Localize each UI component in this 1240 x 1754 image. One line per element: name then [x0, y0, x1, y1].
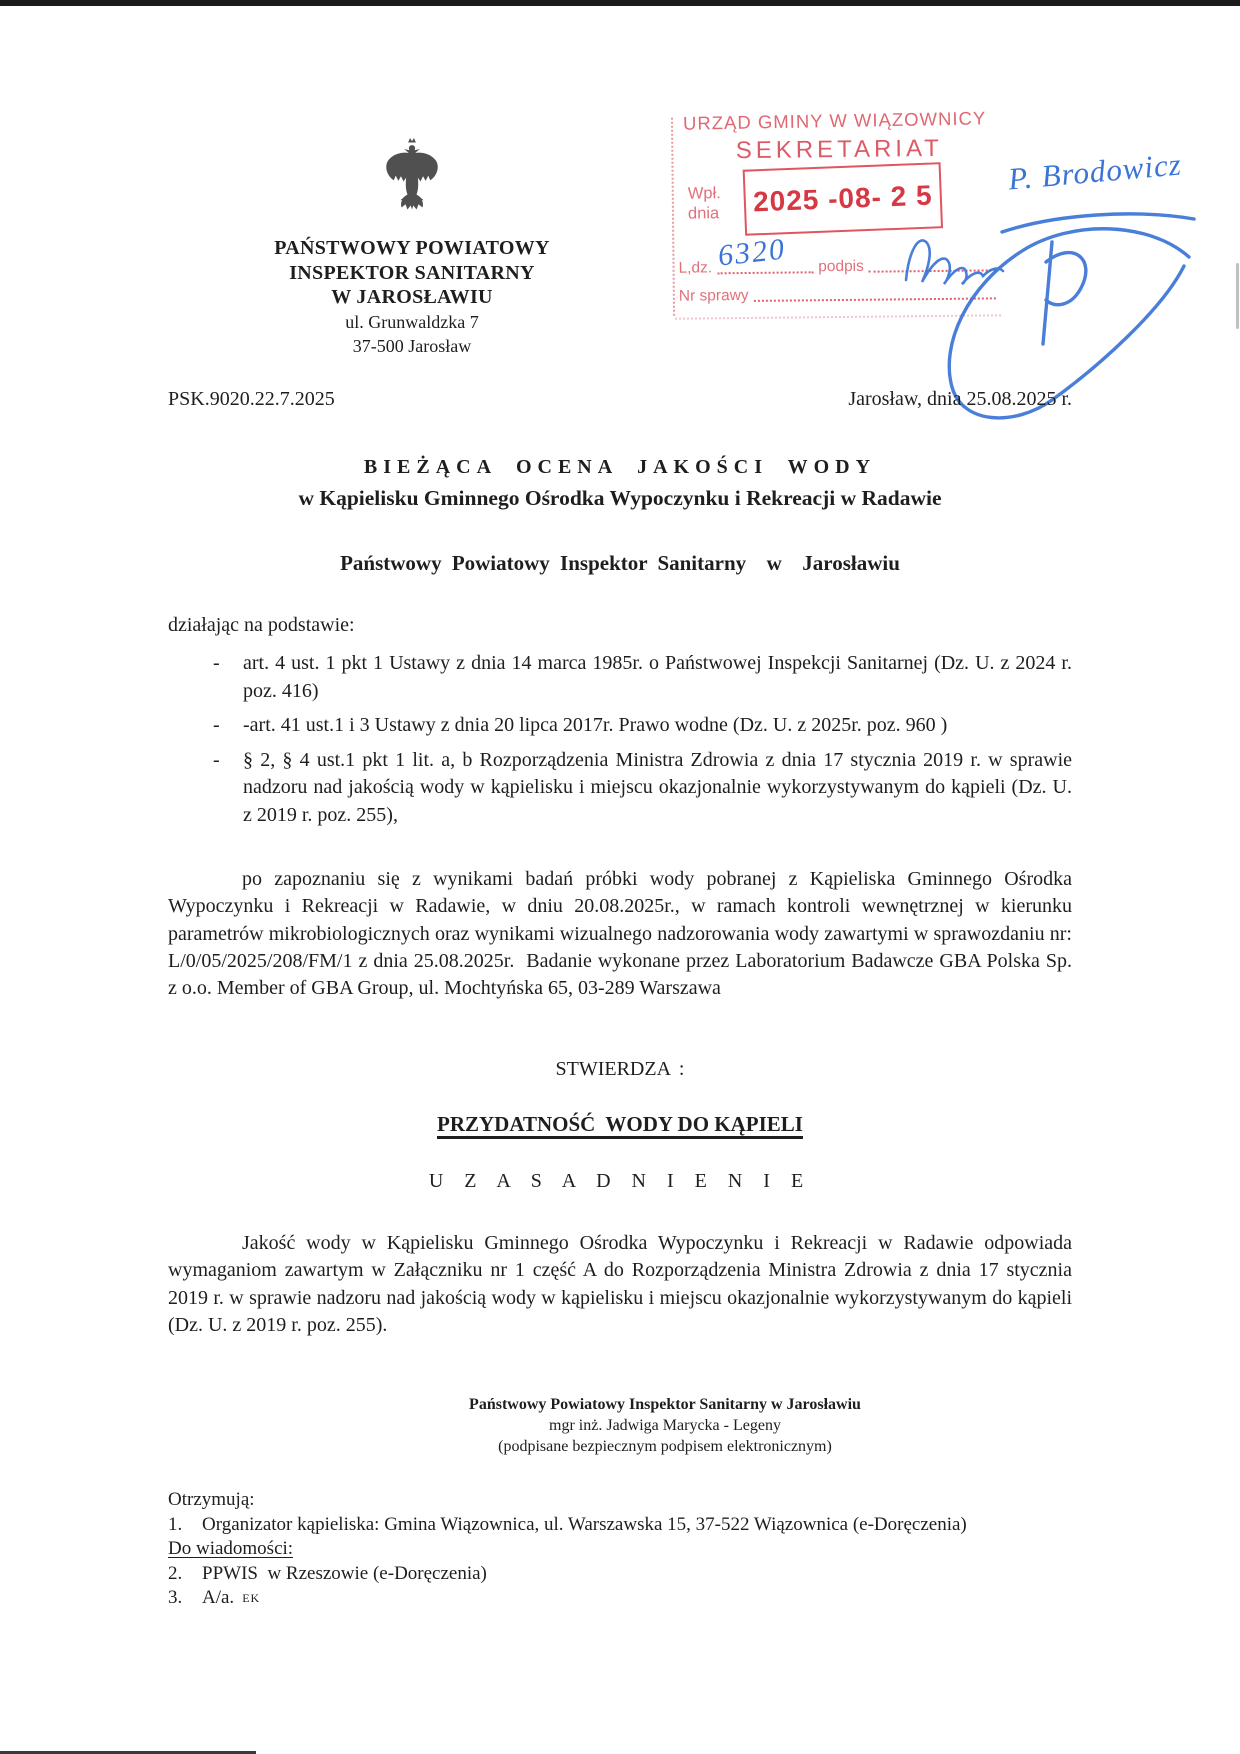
legal-basis-item: [213, 712, 1072, 740]
bullet-dash: -: [213, 714, 220, 736]
stamp-office-name: URZĄD GMINY W WIĄZOWNICY: [682, 107, 987, 134]
legal-basis-text: § 2, § 4 ust.1 pkt 1 lit. a, b Rozporządzenia Ministra Zdrowia z dnia 17 stycznia 2019 r. w sprawie nadzoru nad jakością wody w kąpielisku i miejscu okazjonalnie wykorzystywanym do kąpieli (Dz. U. z 2019 r. poz. 255),: [243, 748, 1072, 826]
org-name-line3: W JAROSŁAWIU: [331, 286, 493, 308]
legal-basis-list: [168, 650, 1072, 836]
doc-title-line2: w Kąpielisku Gminnego Ośrodka Wypoczynku i Rekreacji w Radawie: [298, 486, 942, 510]
item-text: PPWIS w Rzeszowie (e-Doręczenia): [202, 1562, 487, 1584]
distribution-header: Otrzymują:: [168, 1489, 255, 1510]
handwritten-ldz-number: 6320: [716, 232, 788, 273]
distribution-item: [168, 1586, 967, 1611]
stamp-ldz-label: L,dz.: [678, 259, 713, 277]
signer-title: Państwowy Powiatowy Inspektor Sanitarny w Jarosławiu: [469, 1396, 861, 1413]
distribution-item: [168, 1513, 967, 1538]
scan-edge-top: [0, 0, 1240, 6]
org-name-line2: INSPEKTOR SANITARNY: [289, 261, 535, 284]
pen-p-bowl-stroke: [1046, 253, 1086, 305]
coat-of-arms-eagle-icon: [379, 136, 445, 214]
justification-paragraph: Jakość wody w Kąpielisku Gminnego Ośrodka Wypoczynku i Rekreacji w Radawie odpowiada wymaganiom zawartym w Załączniku nr 1 część A do Rozporządzenia Ministra Zdrowia z dnia 17 stycznia 2019 r. w sprawie nadzoru nad jakością wody w kąpielisku i miejscu okazjonalnie wykorzystywanym do kąpieli (Dz. U. z 2019 r. poz. 255).: [168, 1232, 1072, 1336]
findings-paragraph: po zapoznaniu się z wynikami badań próbki wody pobranej z Kąpieliska Gminnego Ośrodka Wypoczynku i Rekreacji w Radawie, w dniu 20.08.2025r., w ramach kontroli wewnętrznej w kierunku parametrów mikrobiologicznych oraz wynikami wizualnego nadzorowania wody zawartymi w sprawozdaniu nr: L/0/05/2025/208/FM/1 z dnia 25.08.2025r. Badanie wykonane przez Laboratorium Badawcze GBA Polska Sp. z o.o. Member of GBA Group, ul. Mochtyńska 65, 03-289 Warszawa: [168, 868, 1077, 1000]
doc-title-line1: BIEŻĄCA OCENA JAKOŚCI WODY: [363, 456, 877, 478]
clerk-initials: EK: [242, 1591, 261, 1605]
item-text: Organizator kąpieliska: Gmina Wiązownica, ul. Warszawska 15, 37-522 Wiązownica (e-Doręczenia): [202, 1513, 967, 1535]
legal-basis-intro: działając na podstawie:: [168, 614, 355, 636]
issuing-authority-heading: Państwowy Powiatowy Inspektor Sanitarny w Jarosławiu: [340, 551, 900, 575]
letterhead: [217, 136, 607, 359]
pen-p-stem-stroke: [1043, 242, 1052, 344]
legal-basis-item: [213, 650, 1072, 705]
org-street: ul. Grunwaldzka 7: [345, 311, 479, 332]
stamp-bottom-border: [675, 314, 1001, 319]
handwritten-name: P. Brodowicz: [1006, 146, 1184, 197]
item-number: 3.: [168, 1587, 183, 1608]
stamp-dotted-line: [869, 267, 996, 272]
distribution-item: [168, 1562, 967, 1587]
secretariat-stamp: [671, 108, 1009, 320]
signature-block: [405, 1394, 925, 1457]
stamp-podpis-label: podpis: [818, 257, 864, 276]
stamp-received-date: 2025 -08- 2 5: [743, 162, 943, 236]
org-name-line1: PAŃSTWOWY POWIATOWY: [274, 237, 550, 259]
pen-underline-stroke: [1002, 214, 1194, 232]
item-text: A/a.: [202, 1587, 235, 1608]
item-number: 2.: [168, 1562, 183, 1584]
stamp-nrsprawy-label: Nr sprawy: [678, 286, 749, 305]
reference-row: [168, 388, 1072, 411]
bullet-dash: -: [213, 652, 220, 674]
stamp-dept-name: SEKRETARIAT: [735, 134, 944, 165]
item-number: 1.: [168, 1513, 183, 1535]
stamp-dotted-line: [754, 295, 996, 302]
signer-name: mgr inż. Jadwiga Marycka - Legeny: [549, 1417, 781, 1434]
distribution-list: [168, 1488, 967, 1611]
signature-note: (podpisane bezpiecznym podpisem elektronicznym): [498, 1438, 832, 1455]
reference-number: PSK.9020.22.7.2025: [168, 388, 335, 410]
place-date: Jarosław, dnia 25.08.2025 r.: [848, 388, 1072, 410]
stamp-nrsprawy-row: [679, 284, 1001, 305]
doc-title-block: [168, 456, 1072, 511]
justification-heading: U Z A S A D N I E N I E: [428, 1170, 812, 1192]
bullet-dash: -: [213, 748, 220, 771]
org-city: 37-500 Jarosław: [352, 336, 472, 356]
legal-basis-text: art. 4 ust. 1 pkt 1 Ustawy z dnia 14 marca 1985r. o Państwowej Inspekcji Sanitarnej (Dz. U. z 2024 r. poz. 416): [243, 652, 1072, 702]
states-label: STWIERDZA :: [555, 1058, 685, 1080]
legal-basis-text: -art. 41 ust.1 i 3 Ustawy z dnia 20 lipca 2017r. Prawo wodne (Dz. U. z 2025r. poz. 960 ): [243, 714, 948, 736]
legal-basis-item: [213, 747, 1072, 830]
distribution-info-header: Do wiadomości:: [168, 1538, 294, 1559]
scan-edge-artifact: [1236, 263, 1239, 329]
stamp-received-label: Wpł. dnia: [687, 184, 721, 223]
verdict-statement: PRZYDATNOŚĆ WODY DO KĄPIELI: [437, 1112, 803, 1136]
